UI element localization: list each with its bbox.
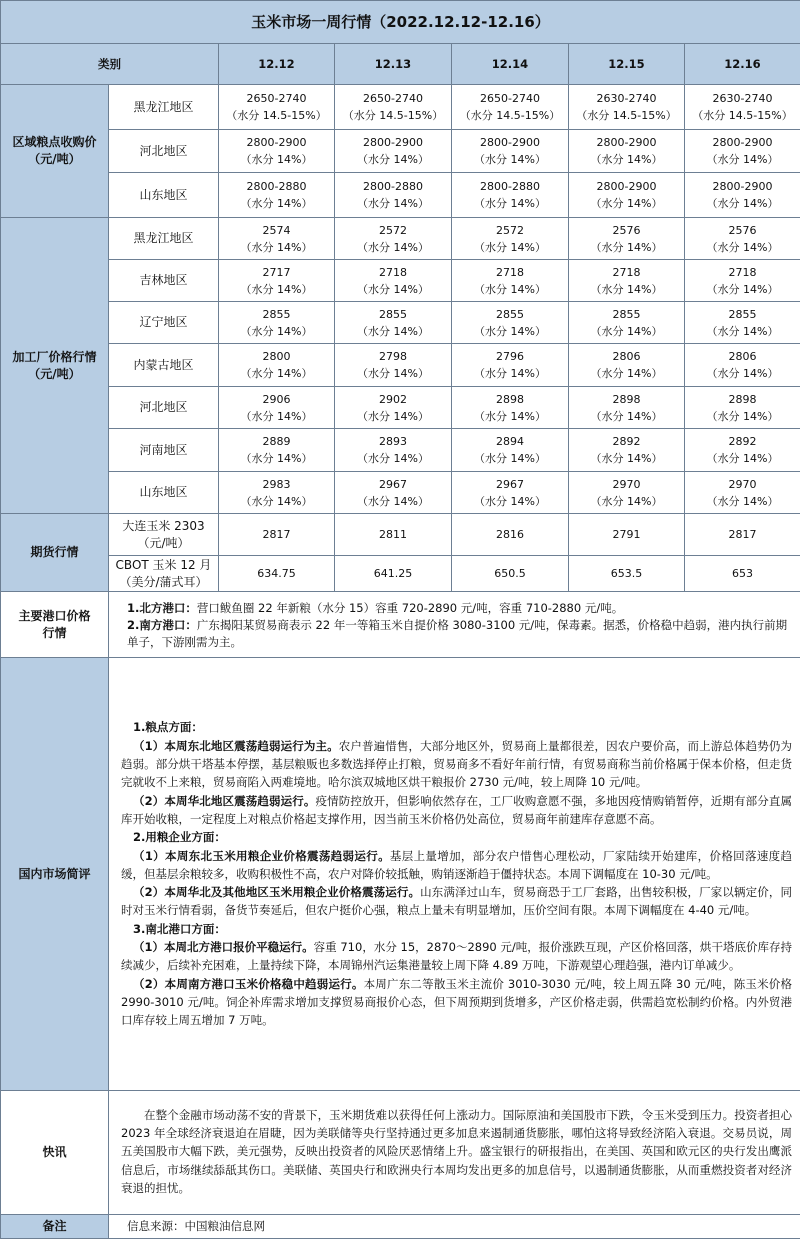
moisture-note: （水分 14%） [452, 493, 568, 510]
moisture-note: （水分 14%） [452, 365, 568, 382]
price-value: 2898 [685, 391, 800, 408]
date-header: 12.13 [335, 44, 452, 85]
news-label: 快讯 [1, 1091, 109, 1215]
ports-label: 主要港口价格 行情 [1, 592, 109, 658]
price-cell [219, 218, 335, 260]
futures-value: 2817 [219, 514, 335, 556]
moisture-note: （水分 14%） [335, 281, 451, 298]
commentary-row [1, 658, 800, 1091]
remark-label: 备注 [1, 1215, 109, 1239]
price-cell [569, 173, 685, 218]
price-cell [335, 218, 452, 260]
processing-section [1, 218, 800, 514]
region-label: 黑龙江地区 [109, 85, 219, 130]
price-value: 2800 [219, 348, 334, 365]
moisture-note: （水分 14%） [219, 239, 334, 256]
moisture-note: （水分 14%） [685, 281, 800, 298]
price-cell [685, 302, 800, 344]
price-cell [219, 429, 335, 472]
price-value: 2892 [685, 433, 800, 450]
futures-label: 期货行情 [1, 514, 109, 592]
price-value: 2806 [685, 348, 800, 365]
news-content [109, 1091, 800, 1215]
regional-label: 区域粮点收购价 （元/吨） [1, 85, 109, 218]
ports-row [1, 592, 800, 658]
section-title: 1.粮点方面： [121, 718, 792, 736]
price-value: 2806 [569, 348, 684, 365]
price-value: 2796 [452, 348, 568, 365]
moisture-note: （水分 14%） [335, 151, 451, 168]
price-value: 2970 [569, 476, 684, 493]
futures-value: 2811 [335, 514, 452, 556]
moisture-note: （水分 14%） [452, 323, 568, 340]
price-cell [569, 344, 685, 387]
section-title: 2.用粮企业方面： [121, 828, 792, 846]
price-value: 2718 [685, 264, 800, 281]
price-cell [452, 130, 569, 173]
price-value: 2718 [452, 264, 568, 281]
futures-value: 2817 [685, 514, 800, 556]
regional-row [1, 173, 800, 218]
processing-row [1, 472, 800, 514]
date-header: 12.15 [569, 44, 685, 85]
news-text: 在整个金融市场动荡不安的背景下，玉米期货难以获得任何上涨动力。国际原油和美国股市下跌，令玉米受到压力。投资者担心 2023 年全球经济衰退迫在眉睫，因为美联储等央行坚持通过更多加息来遏制通货膨胀，哪怕这将导致经济陷入衰退。交易员说，周五美国股市大幅下跌，美元强势，反映出投资者的风险厌恶情绪上升。盛宝银行的研报指出，在美国、英国和欧元区的央行发出鹰派信息后，市场继续舔舐其伤口。美联储、英国央行和欧洲央行本周均发出更多的加息信号，以遏制通货膨胀，从而重燃投资者对经济衰退的担忧。 [121, 1106, 792, 1197]
moisture-note: （水分 14%） [569, 195, 684, 212]
price-cell [452, 429, 569, 472]
price-cell [685, 472, 800, 514]
region-label: 河北地区 [109, 387, 219, 429]
price-cell [569, 130, 685, 173]
commentary-label: 国内市场简评 [1, 658, 109, 1091]
price-value: 2902 [335, 391, 451, 408]
futures-value: 653 [685, 556, 800, 592]
moisture-note: （水分 14%） [335, 365, 451, 382]
price-cell [335, 429, 452, 472]
price-value: 2800-2880 [452, 178, 568, 195]
moisture-note: （水分 14%） [569, 323, 684, 340]
moisture-note: （水分 14%） [685, 450, 800, 467]
moisture-note: （水分 14%） [569, 365, 684, 382]
regional-section [1, 85, 800, 218]
price-cell [569, 387, 685, 429]
moisture-note: （水分 14%） [685, 195, 800, 212]
futures-value: 653.5 [569, 556, 685, 592]
futures-value: 650.5 [452, 556, 569, 592]
moisture-note: （水分 14%） [219, 450, 334, 467]
moisture-note: （水分 14%） [335, 408, 451, 425]
price-cell [219, 85, 335, 130]
price-value: 2576 [685, 222, 800, 239]
price-cell [452, 218, 569, 260]
price-cell [335, 130, 452, 173]
price-value: 2572 [335, 222, 451, 239]
section-title: 3.南北港口方面： [121, 920, 792, 938]
price-cell [219, 472, 335, 514]
moisture-note: （水分 14%） [335, 323, 451, 340]
processing-row [1, 302, 800, 344]
moisture-note: （水分 14%） [452, 239, 568, 256]
header-row [1, 44, 800, 85]
title-row [1, 1, 800, 44]
price-value: 2898 [452, 391, 568, 408]
moisture-note: （水分 14%） [685, 239, 800, 256]
price-cell [219, 260, 335, 302]
commentary-paragraph: （2）本周华北地区震荡趋弱运行。疫情防控放开，但影响依然存在，工厂收购意愿不强，多地因疫情购销暂停，近期有部分直属库开始收粮，一定程度上对粮点价格起支撑作用，因当前玉米价格仍处高位，贸易商年前建库存意愿不高。 [121, 792, 792, 829]
price-cell [685, 344, 800, 387]
price-value: 2717 [219, 264, 334, 281]
moisture-note: （水分 14.5-15%） [452, 107, 568, 124]
regional-row [1, 130, 800, 173]
moisture-note: （水分 14%） [452, 151, 568, 168]
page-title: 玉米市场一周行情（2022.12.12-12.16） [1, 1, 800, 44]
price-cell [685, 218, 800, 260]
price-value: 2800-2880 [335, 178, 451, 195]
futures-value: 634.75 [219, 556, 335, 592]
price-value: 2800-2900 [452, 134, 568, 151]
futures-value: 2791 [569, 514, 685, 556]
moisture-note: （水分 14%） [569, 239, 684, 256]
price-value: 2650-2740 [452, 90, 568, 107]
price-cell [452, 387, 569, 429]
price-value: 2892 [569, 433, 684, 450]
moisture-note: （水分 14.5-15%） [569, 107, 684, 124]
price-cell [569, 260, 685, 302]
price-cell [685, 387, 800, 429]
price-cell [569, 429, 685, 472]
commentary-paragraph: （1）本周北方港口报价平稳运行。容重 710，水分 15，2870～2890 元/吨，报价涨跌互现，产区价格回落，烘干塔底价库存持续减少，后续补充困难，上量持续下降，本周锦州汽运集港量较上周下降 4.89 万吨，下游观望心理趋强，港内订单减少。 [121, 938, 792, 975]
processing-row [1, 260, 800, 302]
price-value: 2630-2740 [569, 90, 684, 107]
futures-row [1, 514, 800, 556]
price-value: 2572 [452, 222, 568, 239]
price-cell [452, 344, 569, 387]
price-value: 2855 [452, 306, 568, 323]
date-header: 12.12 [219, 44, 335, 85]
price-cell [452, 85, 569, 130]
processing-row [1, 429, 800, 472]
price-value: 2983 [219, 476, 334, 493]
moisture-note: （水分 14%） [219, 365, 334, 382]
price-cell [219, 302, 335, 344]
futures-row [1, 556, 800, 592]
price-cell [685, 85, 800, 130]
date-header: 12.16 [685, 44, 800, 85]
moisture-note: （水分 14%） [685, 408, 800, 425]
moisture-note: （水分 14%） [569, 450, 684, 467]
moisture-note: （水分 14%） [219, 195, 334, 212]
commentary-paragraph: （1）本周东北玉米用粮企业价格震荡趋弱运行。基层上量增加，部分农户惜售心理松动，厂家陆续开始建库，价格回落速度趋缓，但基层余粮较多，收购积极性不高，农户对降价较抵触，购销逐渐趋于僵持状态。本周下调幅度在 10-30 元/吨。 [121, 847, 792, 884]
price-value: 2889 [219, 433, 334, 450]
price-cell [335, 85, 452, 130]
price-cell [685, 429, 800, 472]
price-value: 2718 [569, 264, 684, 281]
region-label: 山东地区 [109, 173, 219, 218]
price-value: 2576 [569, 222, 684, 239]
price-cell [335, 173, 452, 218]
moisture-note: （水分 14%） [452, 450, 568, 467]
moisture-note: （水分 14%） [452, 408, 568, 425]
ports-content [109, 592, 800, 658]
commentary-paragraph: （2）本周华北及其他地区玉米用粮企业价格震荡运行。山东满泽过山车，贸易商恐于工厂套路，出售较积极，厂家以辆定价，同时对玉米行情看弱，备货节奏延后，但农户挺价心强，粮点上量未有明显增加，压价空间有限。本周下调幅度在 4-40 元/吨。 [121, 883, 792, 920]
moisture-note: （水分 14.5-15%） [335, 107, 451, 124]
remark-row [1, 1215, 800, 1239]
price-value: 2800-2900 [685, 178, 800, 195]
price-cell [685, 130, 800, 173]
moisture-note: （水分 14%） [335, 239, 451, 256]
moisture-note: （水分 14%） [219, 281, 334, 298]
futures-value: 641.25 [335, 556, 452, 592]
commentary-paragraph: （2）本周南方港口玉米价格稳中趋弱运行。本周广东二等散玉米主流价 3010-3030 元/吨，较上周五降 30 元/吨，陈玉米价格 2990-3010 元/吨。饲企补库需求增加支撑贸易商报价心态，但下周预期到货增多，产区价格走弱，供需趋宽松制约价格。内外贸港口库存较上周五增加 7 万吨。 [121, 975, 792, 1030]
moisture-note: （水分 14%） [685, 493, 800, 510]
price-value: 2630-2740 [685, 90, 800, 107]
regional-row [1, 85, 800, 130]
region-label: 内蒙古地区 [109, 344, 219, 387]
price-cell [452, 260, 569, 302]
price-cell [569, 218, 685, 260]
price-cell [569, 85, 685, 130]
region-label: 吉林地区 [109, 260, 219, 302]
price-value: 2855 [685, 306, 800, 323]
north-port: 1.北方港口：营口鲅鱼圈 22 年新粮（水分 15）容重 720-2890 元/吨，容重 710-2880 元/吨。 [127, 600, 788, 617]
price-value: 2967 [335, 476, 451, 493]
price-cell [219, 130, 335, 173]
moisture-note: （水分 14.5-15%） [685, 107, 800, 124]
price-cell [335, 302, 452, 344]
price-value: 2800-2900 [569, 134, 684, 151]
moisture-note: （水分 14%） [219, 408, 334, 425]
price-value: 2898 [569, 391, 684, 408]
moisture-note: （水分 14%） [569, 493, 684, 510]
category-header: 类别 [1, 44, 219, 85]
price-value: 2970 [685, 476, 800, 493]
price-cell [219, 344, 335, 387]
price-cell [335, 260, 452, 302]
moisture-note: （水分 14%） [335, 493, 451, 510]
price-value: 2800-2900 [569, 178, 684, 195]
date-header: 12.14 [452, 44, 569, 85]
price-value: 2855 [569, 306, 684, 323]
price-cell [335, 344, 452, 387]
price-cell [685, 173, 800, 218]
price-cell [452, 173, 569, 218]
south-port: 2.南方港口：广东揭阳某贸易商表示 22 年一等箱玉米自提价格 3080-3100 元/吨，保毒素。据悉，价格稳中趋弱，港内执行前期单子，下游刚需为主。 [127, 617, 788, 651]
price-cell [452, 302, 569, 344]
price-value: 2894 [452, 433, 568, 450]
price-cell [452, 472, 569, 514]
price-value: 2800-2900 [219, 134, 334, 151]
moisture-note: （水分 14%） [452, 195, 568, 212]
price-cell [219, 387, 335, 429]
moisture-note: （水分 14%） [685, 151, 800, 168]
region-label: 山东地区 [109, 472, 219, 514]
price-value: 2800-2900 [335, 134, 451, 151]
moisture-note: （水分 14%） [335, 195, 451, 212]
moisture-note: （水分 14%） [219, 151, 334, 168]
price-cell [335, 472, 452, 514]
processing-label: 加工厂价格行情 （元/吨） [1, 218, 109, 514]
moisture-note: （水分 14%） [569, 281, 684, 298]
moisture-note: （水分 14%） [335, 450, 451, 467]
processing-row [1, 218, 800, 260]
price-cell [569, 472, 685, 514]
price-value: 2800-2880 [219, 178, 334, 195]
region-label: 河北地区 [109, 130, 219, 173]
price-value: 2798 [335, 348, 451, 365]
processing-row [1, 344, 800, 387]
moisture-note: （水分 14%） [685, 323, 800, 340]
price-value: 2800-2900 [685, 134, 800, 151]
moisture-note: （水分 14%） [685, 365, 800, 382]
moisture-note: （水分 14%） [452, 281, 568, 298]
price-value: 2855 [335, 306, 451, 323]
price-value: 2893 [335, 433, 451, 450]
futures-name: CBOT 玉米 12 月 （美分/蒲式耳） [109, 556, 219, 592]
futures-value: 2816 [452, 514, 569, 556]
price-cell [335, 387, 452, 429]
price-value: 2855 [219, 306, 334, 323]
region-label: 黑龙江地区 [109, 218, 219, 260]
price-value: 2650-2740 [335, 90, 451, 107]
processing-row [1, 387, 800, 429]
moisture-note: （水分 14%） [569, 151, 684, 168]
price-value: 2574 [219, 222, 334, 239]
price-value: 2718 [335, 264, 451, 281]
remark-text: 信息来源：中国粮油信息网 [109, 1215, 800, 1239]
moisture-note: （水分 14.5-15%） [219, 107, 334, 124]
futures-name: 大连玉米 2303 （元/吨） [109, 514, 219, 556]
price-cell [569, 302, 685, 344]
price-value: 2650-2740 [219, 90, 334, 107]
price-cell [219, 173, 335, 218]
commentary-paragraph: （1）本周东北地区震荡趋弱运行为主。农户普遍惜售，大部分地区外，贸易商上量都很差，因农户要价高，而上游总体趋势仍为趋弱。部分烘干塔基本停摆，基层粮贩也多数选择停止打粮，贸易商多不看好年前行情，有贸易商称当前价格属于保本价格，但走货完就收不上来粮，贸易商陷入两难境地。哈尔滨双城地区烘干粮报价 2730 元/吨，较上周降 10 元/吨。 [121, 737, 792, 792]
price-cell [685, 260, 800, 302]
moisture-note: （水分 14%） [219, 323, 334, 340]
region-label: 河南地区 [109, 429, 219, 472]
price-value: 2906 [219, 391, 334, 408]
moisture-note: （水分 14%） [569, 408, 684, 425]
region-label: 辽宁地区 [109, 302, 219, 344]
commentary-content [109, 658, 800, 1091]
price-value: 2967 [452, 476, 568, 493]
news-row [1, 1091, 800, 1215]
moisture-note: （水分 14%） [219, 493, 334, 510]
